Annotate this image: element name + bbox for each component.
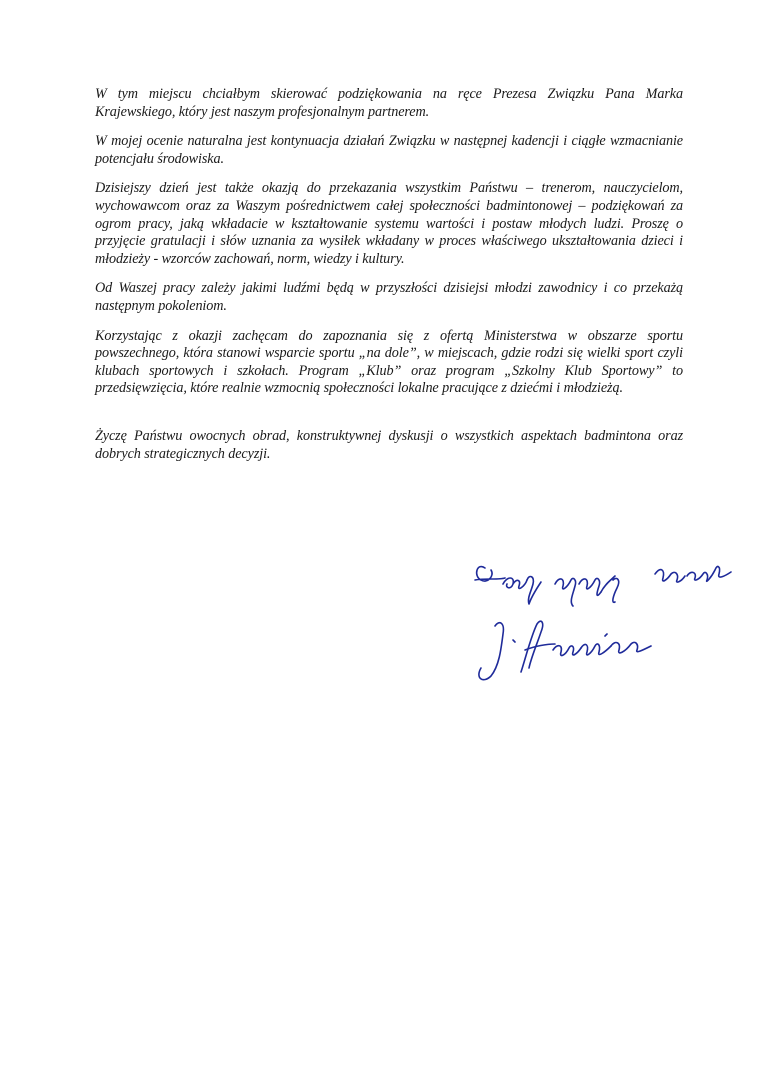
handwritten-signature-icon	[455, 540, 755, 700]
paragraph-thanks-intro: Dzisiejszy dzień jest także okazją do przekazania wszystkim Państwu –	[95, 180, 542, 197]
paragraph-closing-wishes: Życzę Państwu owocnych obrad, konstruktywnej dyskusji o wszystkich aspektach badmintona oraz dobrych strategicznych decyzji.	[95, 427, 683, 462]
signature-drawing	[455, 540, 755, 700]
paragraph-continuation: W mojej ocenie naturalna jest kontynuacja działań Związku w następnej kadencji i ciągłe wzmacnianie potencjału środowiska.	[95, 133, 683, 167]
paragraph-ministry-offer: Korzystając z okazji zachęcam do zapoznania się z ofertą Ministerstwa w obszarze sportu powszechnego, która stanowi wsparcie sportu „na dole”, w miejscach, gdzie rodzi się wielki sport czyli klubach sportowych i szkołach. Program „Klub” oraz program „Szkolny Klub Sportowy” to przedsięwzięcia, które realnie wzmocnią społeczności lokalne pracujące z dziećmi i młodzieżą.	[95, 327, 683, 397]
paragraph-thanks-body: trenerom, nauczycielom, wychowawcom oraz za Waszym pośrednictwem całej społeczności badmintonowej – podziękowań za ogrom pracy, jaką wkładacie w kształtowanie systemu wartości i postaw młodych ludzi. Proszę o przyjęcie gratulacji i słów uznania za wysiłek wkładany w proces właściwego ukształtowania dzieci i młodzieży - wzorców zachowań, norm, wiedzy i kultury.	[95, 180, 683, 267]
paragraph-future: Od Waszej pracy zależy jakimi ludźmi będą w przyszłości dzisiejsi młodzi zawodnicy i co przekażą następnym pokoleniom.	[95, 280, 683, 314]
paragraph-acknowledgement: W tym miejscu chciałbym skierować podziękowania na ręce Prezesa Związku Pana Marka Krajewskiego, który jest naszym profesjonalnym partnerem.	[95, 86, 683, 120]
paragraph-thanks	[95, 180, 683, 268]
letter-body	[95, 86, 683, 475]
